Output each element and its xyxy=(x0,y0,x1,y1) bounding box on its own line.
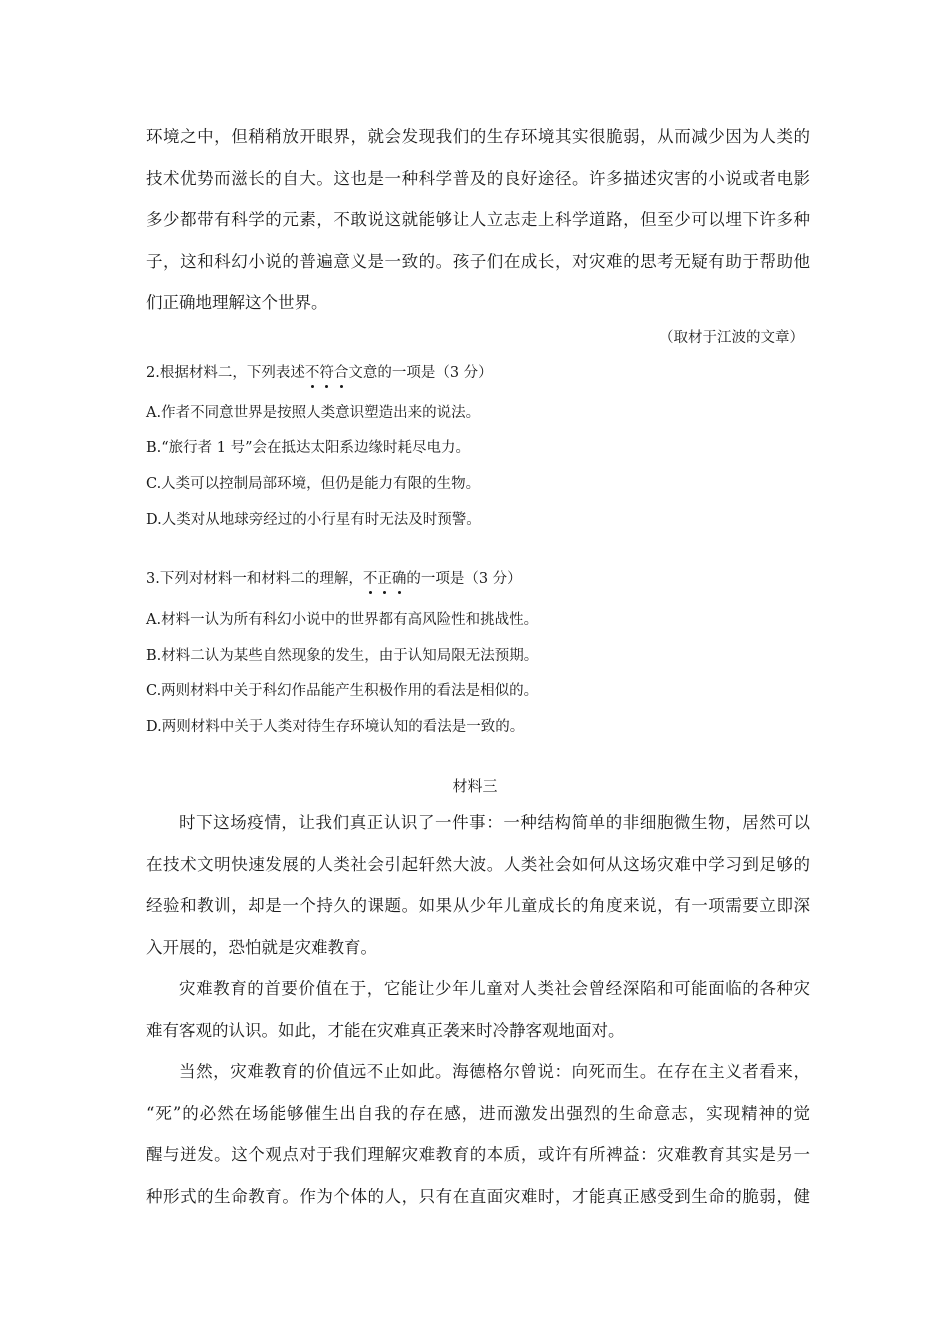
text-line: 环境之中，但稍稍放开眼界，就会发现我们的生存环境其实很脆弱，从而减少因为人类的 xyxy=(146,127,810,146)
question-suffix: 的一项是（3 分） xyxy=(406,571,522,587)
option-c: C.人类可以控制局部环境，但仍是能力有限的生物。 xyxy=(146,476,481,492)
text-line: 多少都带有科学的元素，不敢说这就能够让人立志走上科学道路，但至少可以埋下许多种 xyxy=(146,210,810,229)
emphasis-char: 不 xyxy=(362,571,378,587)
text-line: 灾难教育的首要价值在于，它能让少年儿童对人类社会曾经深陷和可能面临的各种灾 xyxy=(179,979,810,998)
text-line: 在技术文明快速发展的人类社会引起轩然大波。人类社会如何从这场灾难中学习到足够的 xyxy=(146,855,810,874)
emphasis-char: 符 xyxy=(319,365,334,381)
option-b: B.材料二认为某些自然现象的发生，由于认知局限无法预期。 xyxy=(146,648,539,664)
option-d: D.人类对从地球旁经过的小行星有时无法及时预警。 xyxy=(146,512,481,528)
text-line: 们正确地理解这个世界。 xyxy=(146,293,328,312)
text-line: 当然，灾难教育的价值远不止如此。海德格尔曾说：向死而生。在存在主义者看来， xyxy=(179,1062,810,1081)
option-d: D.两则材料中关于人类对待生存环境认知的看法是一致的。 xyxy=(146,719,525,735)
text-line: 入开展的，恐怕就是灾难教育。 xyxy=(146,938,377,957)
question-2 xyxy=(146,363,493,383)
emphasis-char: 不 xyxy=(304,365,320,381)
text-line: 种形式的生命教育。作为个体的人，只有在直面灾难时，才能真正感受到生命的脆弱，健 xyxy=(146,1187,810,1206)
question-3 xyxy=(146,569,522,589)
text-line: 难有客观的认识。如此，才能在灾难真正袭来时冷静客观地面对。 xyxy=(146,1021,625,1040)
emphasis-char: 正 xyxy=(377,571,392,587)
option-a: A.作者不同意世界是按照人类意识塑造出来的说法。 xyxy=(146,405,481,421)
option-c: C.两则材料中关于科幻作品能产生积极作用的看法是相似的。 xyxy=(146,683,539,699)
option-a: A.材料一认为所有科幻小说中的世界都有高风险性和挑战性。 xyxy=(146,612,539,628)
text-line: 子，这和科幻小说的普遍意义是一致的。孩子们在成长，对灾难的思考无疑有助于帮助他 xyxy=(146,252,810,271)
text-line: 技术优势而滋长的自大。这也是一种科学普及的良好途径。许多描述灾害的小说或者电影 xyxy=(146,169,810,188)
source-note: （取材于江波的文章） xyxy=(659,330,804,346)
emphasis-char: 确 xyxy=(391,571,407,587)
emphasis-char: 合 xyxy=(333,365,349,381)
text-line: 时下这场疫情，让我们真正认识了一件事：一种结构简单的非细胞微生物，居然可以 xyxy=(179,813,810,832)
text-line: “死”的必然在场能够催生出自我的存在感，进而激发出强烈的生命意志，实现精神的觉 xyxy=(146,1104,810,1123)
option-b: B.“旅行者 1 号”会在抵达太阳系边缘时耗尽电力。 xyxy=(146,440,471,456)
question-prefix: 3.下列对材料一和材料二的理解， xyxy=(146,571,363,587)
section-heading: 材料三 xyxy=(452,777,498,795)
text-line: 醒与迸发。这个观点对于我们理解灾难教育的本质，或许有所裨益：灾难教育其实是另一 xyxy=(146,1145,810,1164)
question-prefix: 2.根据材料二，下列表述 xyxy=(146,365,305,381)
text-line: 经验和教训，却是一个持久的课题。如果从少年儿童成长的角度来说，有一项需要立即深 xyxy=(146,896,810,915)
question-suffix: 文意的一项是（3 分） xyxy=(348,365,493,381)
